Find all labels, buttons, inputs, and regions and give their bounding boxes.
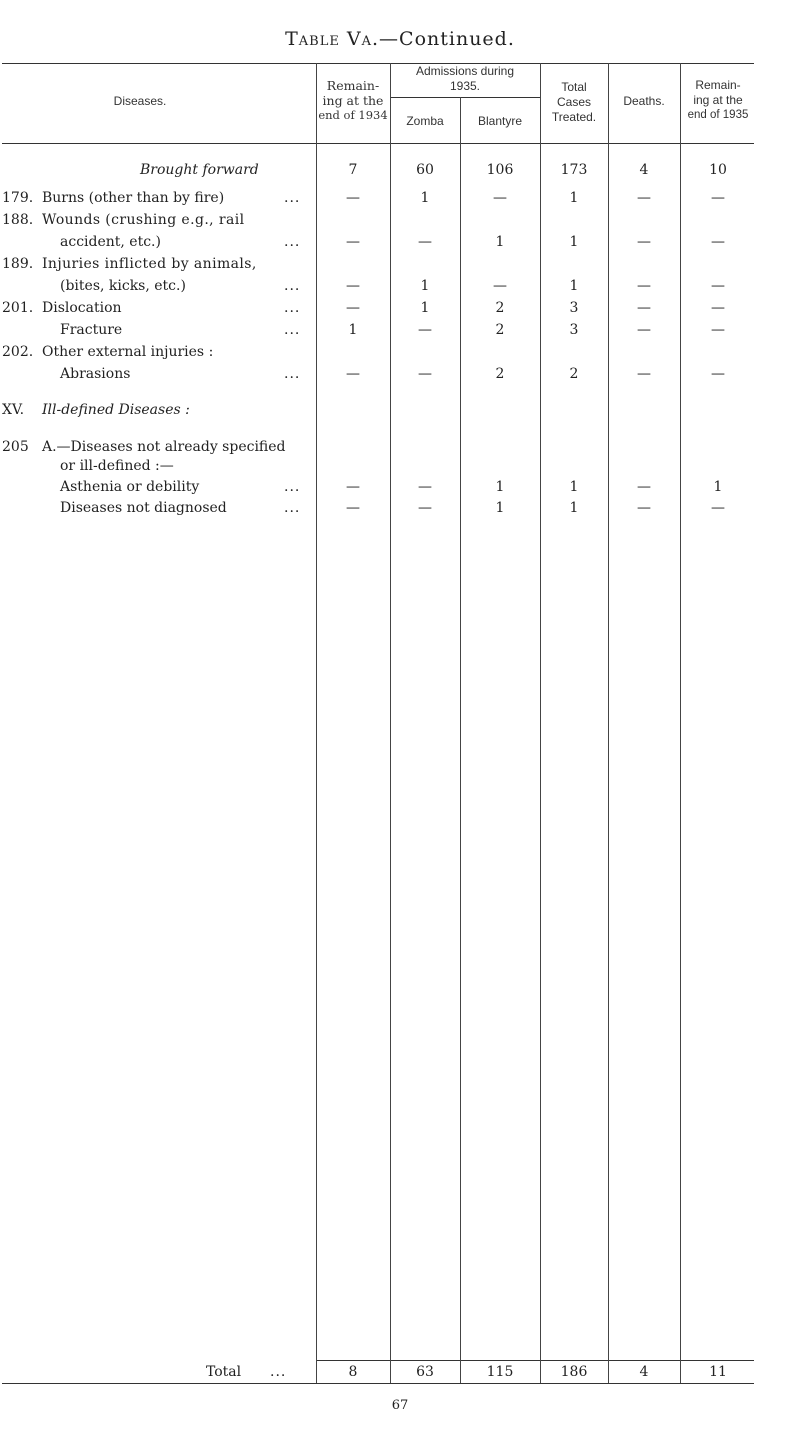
table-row bbox=[0, 298, 800, 318]
cell-blantyre: 1 bbox=[495, 479, 505, 495]
table-row bbox=[0, 254, 800, 274]
cell-deaths: 4 bbox=[639, 162, 649, 178]
cell-total: 3 bbox=[569, 300, 579, 316]
header-remaining-end-line2: ing at the bbox=[693, 93, 743, 107]
brought-forward-row bbox=[0, 160, 800, 180]
header-total-line2: Cases bbox=[556, 95, 591, 109]
header-deaths: Deaths. bbox=[623, 94, 665, 108]
table-row bbox=[0, 477, 800, 497]
cell-remain-end: — bbox=[711, 234, 725, 250]
cell-remain-end: — bbox=[711, 300, 725, 316]
cell-deaths: — bbox=[637, 234, 651, 250]
row-leader-dots: ... bbox=[284, 234, 301, 250]
cell-blantyre: 106 bbox=[486, 162, 514, 178]
row-label-line2: (bites, kicks, etc.) bbox=[60, 278, 186, 294]
cell-remain-end: 10 bbox=[709, 162, 727, 178]
row-label-line2: Abrasions bbox=[60, 366, 131, 382]
cell-remain: 7 bbox=[348, 162, 358, 178]
cell-remain-end: 1 bbox=[713, 479, 723, 495]
row-label: Injuries inflicted by animals, bbox=[42, 256, 257, 272]
cell-total: 186 bbox=[560, 1364, 588, 1380]
cell-remain: 8 bbox=[348, 1364, 358, 1380]
cell-blantyre: 1 bbox=[495, 500, 505, 516]
table-row-continuation bbox=[0, 456, 800, 476]
cell-zomba: — bbox=[418, 479, 432, 495]
row-number: 188. bbox=[2, 212, 34, 228]
header-admissions-line1: Admissions during bbox=[415, 64, 515, 78]
cell-deaths: — bbox=[637, 479, 651, 495]
table-title bbox=[0, 28, 800, 50]
table-row-continuation bbox=[0, 364, 800, 384]
cell-remain: — bbox=[346, 234, 360, 250]
total-row bbox=[0, 1362, 800, 1382]
header-remaining-end-line1: Remain- bbox=[695, 78, 741, 92]
table-top-rule bbox=[2, 63, 754, 64]
row-leader-dots: ... bbox=[284, 190, 301, 206]
row-label: A.—Diseases not already specified bbox=[42, 439, 286, 455]
row-label-line2: or ill-defined :— bbox=[60, 458, 174, 474]
row-leader-dots: ... bbox=[284, 479, 301, 495]
cell-remain-end: — bbox=[711, 278, 725, 294]
brought-forward-label: Brought forward bbox=[140, 162, 259, 178]
header-diseases: Diseases. bbox=[113, 94, 167, 108]
header-admissions-line2: 1935. bbox=[449, 79, 481, 93]
cell-deaths: — bbox=[637, 278, 651, 294]
section-heading-row bbox=[0, 400, 800, 420]
table-row bbox=[0, 188, 800, 208]
table-title-prefix: Table Va. bbox=[285, 28, 380, 50]
row-number: 179. bbox=[2, 190, 34, 206]
cell-blantyre: 2 bbox=[495, 300, 505, 316]
row-leader-dots: ... bbox=[284, 278, 301, 294]
table-row-continuation bbox=[0, 232, 800, 252]
row-leader-dots: ... bbox=[284, 300, 301, 316]
row-leader-dots: ... bbox=[284, 322, 301, 338]
cell-total: 1 bbox=[569, 234, 579, 250]
table-row bbox=[0, 210, 800, 230]
cell-zomba: — bbox=[418, 234, 432, 250]
header-remaining-start bbox=[316, 78, 390, 123]
cell-remain: — bbox=[346, 479, 360, 495]
cell-remain-end: — bbox=[711, 322, 725, 338]
table-bottom-rule bbox=[2, 1383, 754, 1384]
section-number: XV. bbox=[2, 402, 25, 418]
row-label: Asthenia or debility bbox=[60, 479, 200, 495]
cell-total: 1 bbox=[569, 500, 579, 516]
cell-blantyre: — bbox=[493, 278, 507, 294]
row-label: Other external injuries : bbox=[42, 344, 214, 360]
header-remaining-start-line1: Remain- bbox=[326, 78, 380, 93]
cell-deaths: 4 bbox=[639, 1364, 649, 1380]
row-leader-dots: ... bbox=[270, 1364, 287, 1380]
cell-zomba: — bbox=[418, 322, 432, 338]
header-bottom-rule bbox=[2, 143, 754, 144]
total-top-rule bbox=[316, 1360, 754, 1361]
cell-remain: — bbox=[346, 500, 360, 516]
table-row bbox=[0, 437, 800, 457]
header-total-cases bbox=[540, 80, 608, 125]
admissions-sub-rule bbox=[390, 97, 540, 98]
cell-deaths: — bbox=[637, 190, 651, 206]
header-total-line1: Total bbox=[561, 80, 587, 94]
cell-remain: — bbox=[346, 278, 360, 294]
row-number: 189. bbox=[2, 256, 34, 272]
row-number: 202. bbox=[2, 344, 34, 360]
cell-remain: 1 bbox=[348, 322, 358, 338]
cell-zomba: — bbox=[418, 500, 432, 516]
table-row bbox=[0, 320, 800, 340]
row-label-line2: accident, etc.) bbox=[60, 234, 161, 250]
cell-zomba: 63 bbox=[416, 1364, 434, 1380]
page-number: 67 bbox=[391, 1398, 409, 1413]
table-row bbox=[0, 342, 800, 362]
cell-blantyre: — bbox=[493, 190, 507, 206]
cell-remain: — bbox=[346, 366, 360, 382]
cell-blantyre: 115 bbox=[486, 1364, 514, 1380]
cell-remain: — bbox=[346, 190, 360, 206]
row-leader-dots: ... bbox=[284, 366, 301, 382]
row-label: Dislocation bbox=[42, 300, 122, 316]
table-row-continuation bbox=[0, 276, 800, 296]
cell-remain-end: — bbox=[711, 190, 725, 206]
cell-deaths: — bbox=[637, 366, 651, 382]
cell-zomba: 1 bbox=[420, 300, 430, 316]
header-zomba: Zomba bbox=[406, 114, 444, 128]
cell-remain-end: — bbox=[711, 500, 725, 516]
cell-zomba: 60 bbox=[416, 162, 434, 178]
cell-blantyre: 2 bbox=[495, 366, 505, 382]
cell-zomba: — bbox=[418, 366, 432, 382]
header-remaining-end-line3: end of 1935 bbox=[687, 109, 749, 121]
row-leader-dots: ... bbox=[284, 500, 301, 516]
cell-total: 2 bbox=[569, 366, 579, 382]
cell-deaths: — bbox=[637, 300, 651, 316]
header-total-line3: Treated. bbox=[551, 110, 597, 124]
cell-total: 173 bbox=[560, 162, 588, 178]
cell-total: 3 bbox=[569, 322, 579, 338]
row-number: 201. bbox=[2, 300, 34, 316]
header-remaining-start-line2: ing at the bbox=[322, 93, 384, 108]
cell-total: 1 bbox=[569, 278, 579, 294]
header-remaining-start-line3: end of 1934 bbox=[318, 108, 388, 122]
row-number: 205 bbox=[2, 439, 29, 455]
cell-remain-end: — bbox=[711, 366, 725, 382]
cell-blantyre: 2 bbox=[495, 322, 505, 338]
cell-deaths: — bbox=[637, 322, 651, 338]
table-title-suffix: —Continued. bbox=[379, 28, 515, 50]
row-label: Burns (other than by fire) bbox=[42, 190, 225, 206]
table-row bbox=[0, 498, 800, 518]
cell-remain: — bbox=[346, 300, 360, 316]
header-admissions bbox=[390, 64, 540, 94]
cell-deaths: — bbox=[637, 500, 651, 516]
cell-total: 1 bbox=[569, 190, 579, 206]
row-label: Fracture bbox=[60, 322, 123, 338]
cell-total: 1 bbox=[569, 479, 579, 495]
cell-blantyre: 1 bbox=[495, 234, 505, 250]
row-label: Diseases not diagnosed bbox=[60, 500, 227, 516]
section-heading: Ill-defined Diseases : bbox=[42, 402, 190, 418]
cell-remain-end: 11 bbox=[709, 1364, 727, 1380]
row-label: Wounds (crushing e.g., rail bbox=[42, 212, 245, 228]
cell-zomba: 1 bbox=[420, 190, 430, 206]
header-blantyre: Blantyre bbox=[477, 114, 523, 128]
total-label: Total bbox=[206, 1364, 242, 1380]
cell-zomba: 1 bbox=[420, 278, 430, 294]
header-remaining-end bbox=[680, 78, 756, 123]
